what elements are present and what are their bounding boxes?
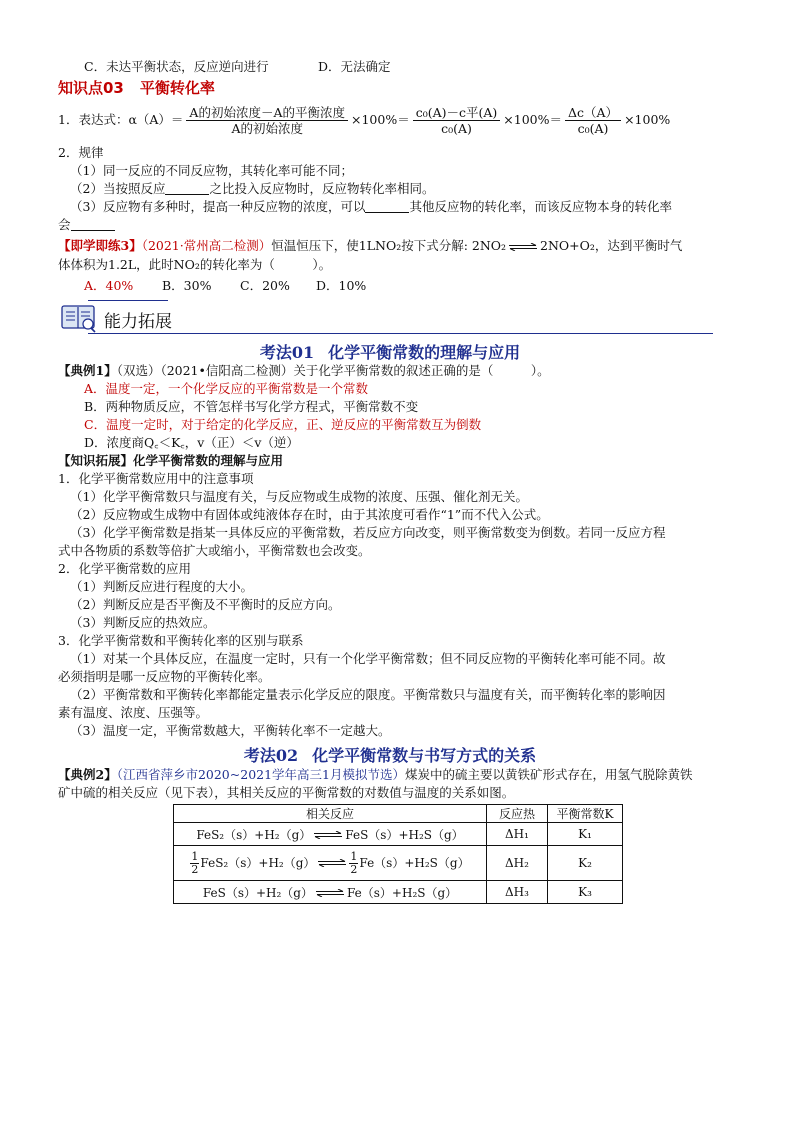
option-d: D．无法确定 (318, 59, 391, 74)
conversion-formula: 1．表达式：α（A）＝ $\frac{\text{A的初始浓度－A的平衡浓度}}{\text{A的初始浓度}}$ ×100%＝ $\frac{\text{c₀(A)－c平(A)}}{\text{c₀(A)}}$ ×100%＝ $\frac{\Delta c(A)}{\text{c₀(A)}}$ ×100% (58, 105, 671, 136)
equilibrium-arrow-icon (508, 243, 538, 251)
table-row (174, 846, 623, 881)
rule-1: （1）同一反应的不同反应物，其转化率可能不同； (70, 163, 353, 178)
expansion-s1-3a: （3）化学平衡常数是指某一具体反应的平衡常数，若反应方向改变，则平衡常数变为倒数。若同一反应方程 (70, 525, 666, 540)
reaction-cell: FeS₂（s）+H₂（g） FeS（s）+H₂S（g） (174, 823, 487, 846)
method-1-heading: 考法01 化学平衡常数的理解与应用 (259, 343, 521, 362)
expansion-s2-1: （1）判断反应进行程度的大小。 (70, 579, 253, 594)
table-row (174, 881, 623, 904)
section-banner (58, 298, 713, 334)
rules-heading: 2．规律 (58, 145, 104, 160)
practice-3-line-2: 体体积为1.2L，此时NO₂的转化率为（ ）。 (58, 257, 332, 272)
k-cell: K₃ (548, 881, 623, 904)
heat-cell: ΔH₂ (487, 846, 548, 881)
answer-blank[interactable] (165, 182, 209, 195)
table-row (174, 823, 623, 846)
reaction-cell: FeS（s）+H₂（g） Fe（s）+H₂S（g） (174, 881, 487, 904)
banner-title: 能力拓展 (104, 312, 172, 332)
practice-3-option-d: D．10% (316, 278, 367, 293)
example-1-option-c: C．温度一定时，对于给定的化学反应，正、逆反应的平衡常数互为倒数 (84, 417, 482, 432)
expansion-s3-2b: 素有温度、浓度、压强等。 (58, 705, 209, 720)
practice-3-option-c: C．20% (240, 278, 290, 293)
equilibrium-arrow-icon (315, 889, 345, 897)
answer-blank[interactable] (71, 218, 115, 231)
expansion-s3-3: （3）温度一定，平衡常数越大，平衡转化率不一定越大。 (70, 723, 391, 738)
expansion-s2-3: （3）判断反应的热效应。 (70, 615, 216, 630)
formula-fraction-2: $\frac{\text{c₀(A)－c平(A)}}{\text{c₀(A)}}$ (413, 105, 501, 136)
table-header: 平衡常数K (548, 805, 623, 823)
example-1-option-b: B．两种物质反应，不管怎样书写化学方程式，平衡常数不变 (84, 399, 419, 414)
expansion-s2: 2．化学平衡常数的应用 (58, 561, 191, 576)
expansion-s1-2: （2）反应物或生成物中有固体或纯液体存在时，由于其浓度可看作“1”而不代入公式。 (70, 507, 549, 522)
expansion-s3-1a: （1）对某一个具体反应，在温度一定时，只有一个化学平衡常数；但不同反应物的平衡转化率可能不同。故 (70, 651, 666, 666)
expansion-s1-3b: 式中各物质的系数等倍扩大或缩小，平衡常数也会改变。 (58, 543, 371, 558)
expansion-s3: 3．化学平衡常数和平衡转化率的区别与联系 (58, 633, 304, 648)
reactions-table (173, 804, 623, 904)
example-1-option-d: D．浓度商Q꜀＜K꜀，v（正）＜v（逆） (84, 435, 299, 450)
knowledge-point-heading (58, 77, 231, 98)
expansion-s1: 1．化学平衡常数应用中的注意事项 (58, 471, 254, 486)
method-2-heading: 考法02 化学平衡常数与书写方式的关系 (243, 746, 537, 765)
k-cell: K₁ (548, 823, 623, 846)
knowledge-point-title: 平衡转化率 (139, 79, 215, 97)
expansion-s3-1b: 必须指明是哪一反应物的平衡转化率。 (58, 669, 271, 684)
example-2-line-1: 【典例2】（江西省萍乡市2020~2021学年高三1月模拟节选）煤炭中的硫主要以黄铁矿形式存在，用氢气脱除黄铁 (58, 767, 693, 782)
rule-3-cont: 会 (58, 216, 115, 233)
option-c: C．未达平衡状态，反应逆向进行 (84, 59, 269, 74)
rule-2: （2）当按照反应 之比投入反应物时，反应物转化率相同。 (70, 181, 435, 196)
table-header-row (174, 805, 623, 823)
table-header: 相关反应 (174, 805, 487, 823)
example-2-line-2: 矿中硫的相关反应（见下表），其相关反应的平衡常数的对数值与温度的关系如图。 (58, 785, 515, 800)
expansion-s2-2: （2）判断反应是否平衡及不平衡时的反应方向。 (70, 597, 341, 612)
k-cell: K₂ (548, 846, 623, 881)
reaction-cell: $\frac{1}{2}$ FeS₂（s）+H₂（g） $\frac{1}{2}$ Fe（s）+H₂S（g） (174, 846, 487, 881)
expansion-s1-1: （1）化学平衡常数只与温度有关，与反应物或生成物的浓度、压强、催化剂无关。 (70, 489, 528, 504)
book-icon (58, 300, 98, 334)
expansion-s3-2a: （2）平衡常数和平衡转化率都能定量表示化学反应的限度。平衡常数只与温度有关，而平衡转化率的影响因 (70, 687, 666, 702)
banner-rule (88, 333, 713, 334)
example-1-stem: 【典例1】（双选）（2021•信阳高二检测）关于化学平衡常数的叙述正确的是（ ）。 (58, 363, 550, 378)
formula-fraction-1: $\frac{\text{A的初始浓度－A的平衡浓度}}{\text{A的初始浓度}}$ (186, 105, 348, 136)
knowledge-point-number: 知识点03 (58, 79, 124, 97)
formula-fraction-3: $\frac{\Delta c(A)}{\text{c₀(A)}}$ (565, 105, 621, 136)
answer-blank[interactable] (365, 200, 409, 213)
equilibrium-arrow-icon (317, 859, 347, 867)
expansion-heading: 【知识拓展】化学平衡常数的理解与应用 (58, 453, 284, 468)
equilibrium-arrow-icon (313, 831, 343, 839)
heat-cell: ΔH₃ (487, 881, 548, 904)
practice-3-line-1: 【即学即练3】（2021·常州高二检测）恒温恒压下，使1LNO₂按下式分解: 2NO₂ 2NO+O₂，达到平衡时气 (58, 238, 683, 253)
example-1-option-a: A．温度一定，一个化学反应的平衡常数是一个常数 (84, 381, 369, 396)
heat-cell: ΔH₁ (487, 823, 548, 846)
rule-3: （3）反应物有多种时，提高一种反应物的浓度，可以 其他反应物的转化率，而该反应物本身的转化率 (70, 199, 672, 214)
banner-top-rule (88, 300, 168, 301)
table-header: 反应热 (487, 805, 548, 823)
practice-3-option-a: A．40% (84, 278, 134, 293)
practice-3-option-b: B．30% (162, 278, 212, 293)
